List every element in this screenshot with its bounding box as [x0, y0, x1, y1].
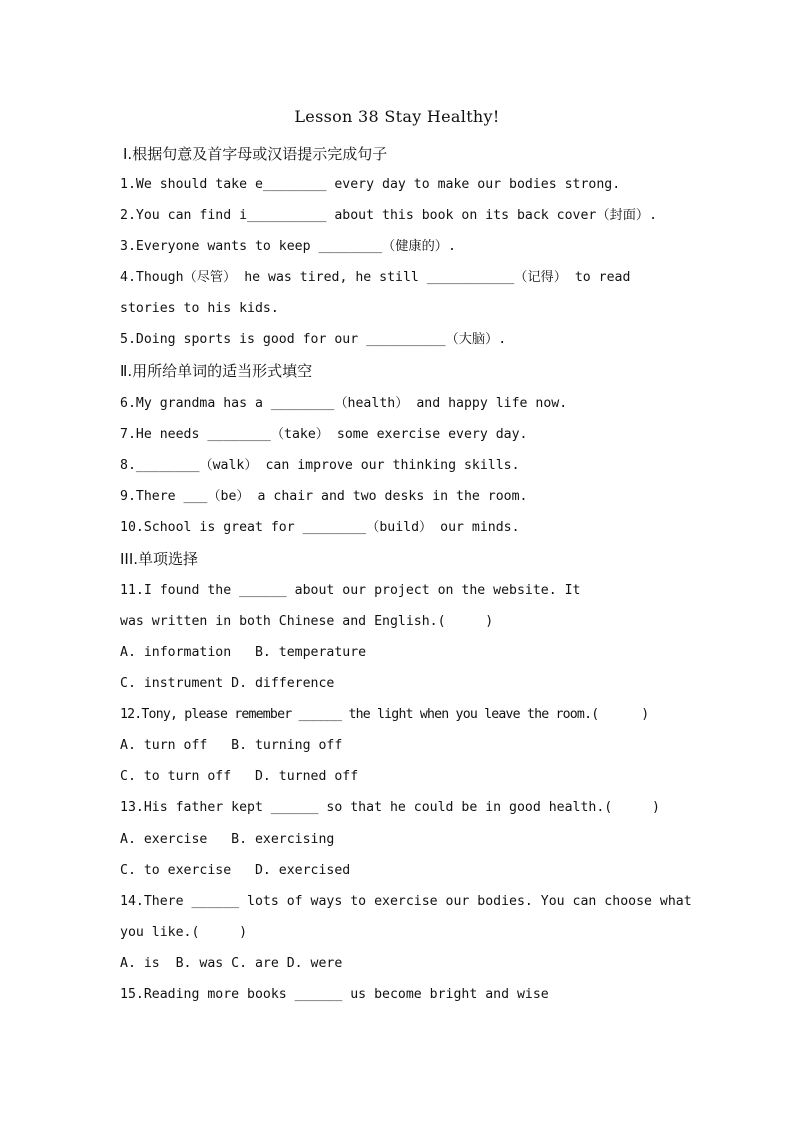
text-line: 10.School is great for ________（build） our minds. [120, 520, 520, 535]
text-line: was written in both Chinese and English.( ) [120, 614, 494, 629]
text-line: 13.His father kept ______ so that he could be in good health.( ) [120, 800, 660, 815]
text-line: 5.Doing sports is good for our __________（大脑）. [120, 332, 507, 347]
text-line: 12.Tony, please remember ______ the light when you leave the room.( ) [120, 707, 649, 722]
text-line: 6.My grandma has a ________（health） and happy life now. [120, 396, 568, 411]
section-heading: Ⅰ.根据句意及首字母或汉语提示完成句子 [123, 145, 388, 163]
text-line: 8.________（walk） can improve our thinking skills. [120, 458, 520, 473]
text-line: A. is B. was C. are D. were [120, 956, 343, 971]
text-line: C. to exercise D. exercised [120, 863, 351, 878]
section-heading: Ⅱ.用所给单词的适当形式填空 [120, 362, 313, 380]
text-line: 3.Everyone wants to keep ________（健康的）. [120, 239, 456, 254]
text-line: C. to turn off D. turned off [120, 769, 359, 784]
text-line: 2.You can find i__________ about this book on its back cover（封面）. [120, 208, 658, 223]
text-line: you like.( ) [120, 925, 248, 940]
text-line: A. information B. temperature [120, 645, 367, 660]
text-line: 11.I found the ______ about our project on the website. It [120, 583, 581, 598]
text-line: 9.There ___（be） a chair and two desks in the room. [120, 489, 528, 504]
text-line: 14.There ______ lots of ways to exercise our bodies. You can choose what [120, 894, 692, 909]
text-line: 15.Reading more books ______ us become bright and wise [120, 987, 549, 1002]
text-line: 4.Though（尽管） he was tired, he still ___________（记得） to read [120, 270, 631, 285]
text-line: A. exercise B. exercising [120, 832, 335, 847]
text-line: stories to his kids. [120, 301, 279, 316]
text-line: 1.We should take e________ every day to make our bodies strong. [120, 177, 621, 192]
text-line: A. turn off B. turning off [120, 738, 343, 753]
section-heading: III.单项选择 [120, 550, 199, 568]
text-line: C. instrument D. difference [120, 676, 335, 691]
text-line: 7.He needs ________（take） some exercise every day. [120, 427, 528, 442]
page-title: Lesson 38 Stay Healthy! [294, 107, 500, 126]
